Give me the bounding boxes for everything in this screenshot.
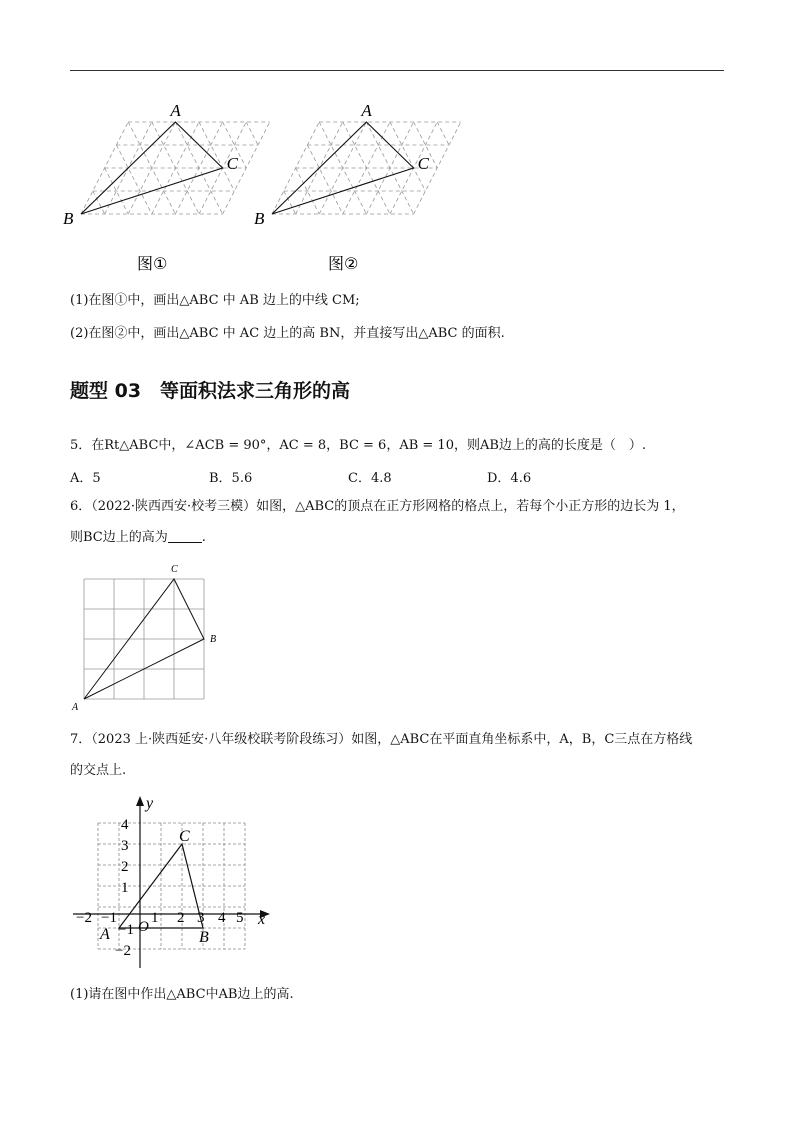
figure-1 bbox=[63, 101, 270, 228]
square-grid bbox=[84, 579, 204, 699]
q6-line1: 6．（2022·陕西西安·校考三模）如图，△ABC的顶点在正方形网格的格点上，若每个小正方形的边长为 1， bbox=[70, 499, 685, 514]
coord-label-b: B bbox=[199, 929, 209, 946]
label-b: B bbox=[254, 209, 265, 228]
y-tick-labels bbox=[115, 817, 134, 959]
label-b: B bbox=[63, 209, 74, 228]
lattice-figures bbox=[63, 98, 505, 278]
q5-option-d: D．4.6 bbox=[487, 471, 532, 486]
y-axis-label: y bbox=[146, 795, 154, 812]
x-tick: 5 bbox=[236, 910, 244, 926]
q7-part1: (1)请在图中作出△ABC中AB边上的高. bbox=[70, 987, 294, 1002]
origin-label: O bbox=[138, 919, 149, 935]
q7-line1: 7．（2023 上·陕西延安·八年级校联考阶段练习）如图，△ABC在平面直角坐标系中，A，B，C三点在方格线 bbox=[70, 732, 693, 747]
q5-option-b: B．5.6 bbox=[209, 471, 253, 486]
y-tick: 4 bbox=[121, 817, 129, 833]
q6-grid-figure bbox=[68, 560, 228, 715]
x-tick: 4 bbox=[218, 910, 226, 926]
y-tick: 2 bbox=[121, 859, 129, 875]
q5-option-a: A．5 bbox=[70, 471, 101, 486]
coord-label-c: C bbox=[179, 828, 190, 845]
x-tick: 1 bbox=[151, 910, 159, 926]
lattice-line bbox=[284, 191, 296, 214]
y-tick: 1 bbox=[121, 880, 129, 896]
y-tick: 3 bbox=[121, 838, 129, 854]
answer-blank[interactable] bbox=[168, 528, 202, 543]
q6-line2 bbox=[70, 528, 206, 548]
lattice-line bbox=[246, 122, 258, 145]
y-tick: −2 bbox=[115, 943, 131, 959]
q7-coordinate-plane bbox=[70, 790, 280, 970]
label-a: A bbox=[170, 101, 181, 120]
label-a: A bbox=[72, 702, 79, 713]
q7-line2: 的交点上. bbox=[70, 763, 127, 778]
section-heading: 题型 03 等面积法求三角形的高 bbox=[70, 380, 351, 402]
figure-1-caption: 图① bbox=[137, 254, 168, 273]
x-tick: 3 bbox=[197, 910, 205, 926]
y-tick: −1 bbox=[118, 922, 134, 938]
q6-line2-end: . bbox=[201, 530, 206, 545]
q6-line2-text: 则BC边上的高为 bbox=[70, 530, 168, 545]
label-a: A bbox=[361, 101, 372, 120]
x-tick-labels bbox=[76, 910, 244, 926]
x-tick: 2 bbox=[177, 910, 185, 926]
q4-part1: (1)在图①中，画出△ABC 中 AB 边上的中线 CM; bbox=[70, 293, 360, 308]
lattice-line bbox=[116, 145, 151, 214]
q5-stem: 5．在Rt△ABC中，∠ACB = 90°，AC = 8，BC = 6，AB = 10，则AB边上的高的长度是（ ）. bbox=[70, 438, 647, 453]
x-tick: −1 bbox=[101, 910, 117, 926]
figure-2-caption: 图② bbox=[328, 254, 359, 273]
figure-2 bbox=[254, 101, 461, 228]
x-tick: −2 bbox=[76, 910, 92, 926]
lattice-line bbox=[437, 122, 449, 145]
y-axis-arrow bbox=[136, 796, 144, 806]
label-c: C bbox=[226, 154, 238, 173]
lattice-line bbox=[93, 191, 105, 214]
label-c: C bbox=[417, 154, 429, 173]
label-b: B bbox=[210, 634, 217, 645]
header-rule bbox=[70, 70, 724, 71]
q4-part2: (2)在图②中，画出△ABC 中 AC 边上的高 BN，并直接写出△ABC 的面积. bbox=[70, 326, 505, 341]
label-c: C bbox=[171, 564, 178, 575]
lattice-line bbox=[307, 145, 342, 214]
coord-label-a: A bbox=[100, 926, 110, 943]
x-axis-label: x bbox=[258, 911, 266, 928]
q5-option-c: C．4.8 bbox=[348, 471, 392, 486]
